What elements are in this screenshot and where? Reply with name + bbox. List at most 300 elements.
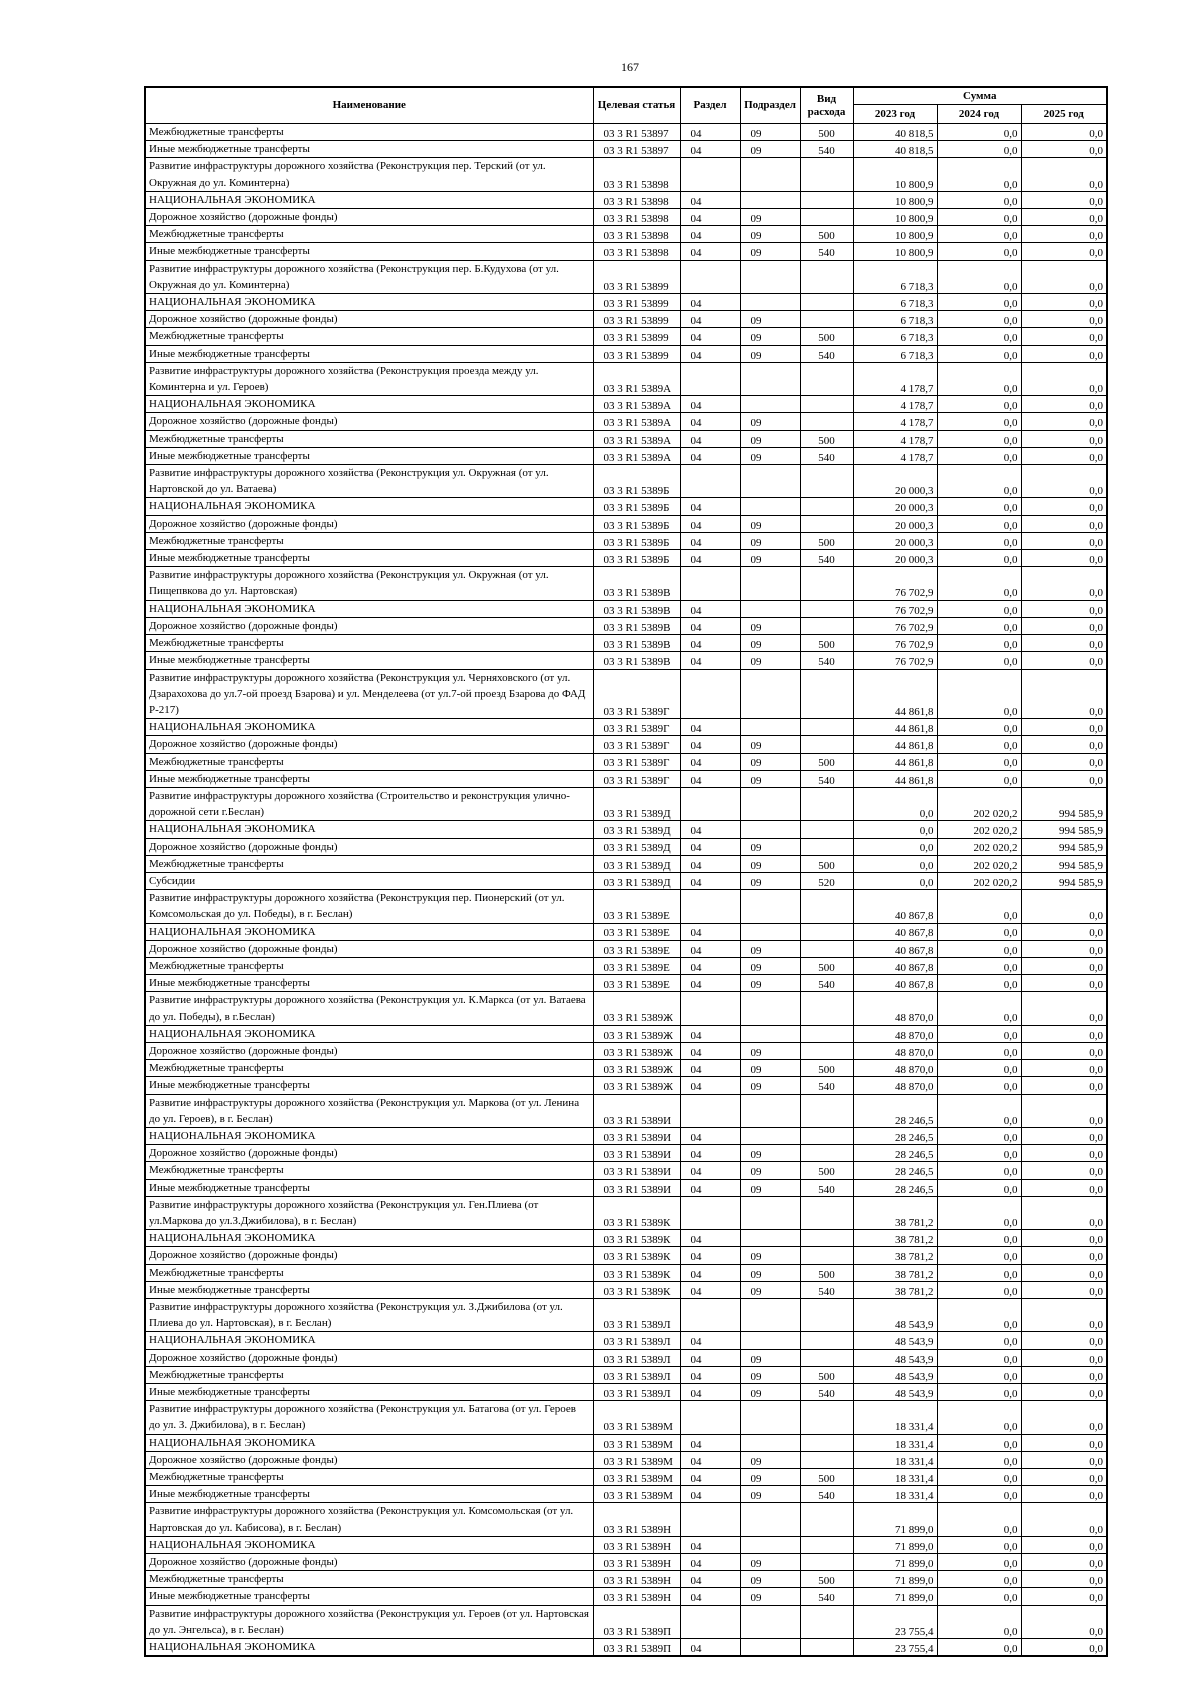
cell-article: 03 3 R1 5389Л [593,1366,680,1383]
cell-subsection: 09 [740,1554,800,1571]
cell-section: 04 [680,1077,740,1094]
cell-article: 03 3 R1 5389И [593,1127,680,1144]
cell-article: 03 3 R1 5389М [593,1486,680,1503]
cell-subsection: 09 [740,1451,800,1468]
cell-section: 04 [680,1247,740,1264]
cell-2023: 18 331,4 [853,1486,937,1503]
cell-name: НАЦИОНАЛЬНАЯ ЭКОНОМИКА [145,600,593,617]
cell-2024: 0,0 [937,975,1021,992]
cell-subsection: 09 [740,515,800,532]
cell-subsection [740,191,800,208]
cell-expense-type [800,940,853,957]
cell-expense-type [800,1299,853,1332]
cell-expense-type [800,1332,853,1349]
cell-subsection: 09 [740,1469,800,1486]
cell-2023: 20 000,3 [853,532,937,549]
cell-2025: 0,0 [1021,1384,1107,1401]
cell-name: НАЦИОНАЛЬНАЯ ЭКОНОМИКА [145,396,593,413]
cell-subsection: 09 [740,1349,800,1366]
cell-2023: 18 331,4 [853,1469,937,1486]
cell-2024: 0,0 [937,1094,1021,1127]
cell-subsection: 09 [740,226,800,243]
cell-expense-type [800,600,853,617]
cell-article: 03 3 R1 5389Е [593,957,680,974]
cell-name: Развитие инфраструктуры дорожного хозяйства (Реконструкция пер. Терский (от ул. Окружная до ул. Коминтерна) [145,158,593,191]
cell-2025: 0,0 [1021,1025,1107,1042]
cell-expense-type [800,1536,853,1553]
cell-2024: 0,0 [937,396,1021,413]
table-row [145,1434,1107,1451]
table-row [145,1571,1107,1588]
cell-subsection: 09 [740,872,800,889]
cell-2024: 0,0 [937,1060,1021,1077]
cell-2023: 44 861,8 [853,770,937,787]
cell-2025: 0,0 [1021,209,1107,226]
cell-name: Межбюджетные трансферты [145,430,593,447]
cell-expense-type [800,1247,853,1264]
cell-name: Межбюджетные трансферты [145,1264,593,1281]
cell-article: 03 3 R1 5389Л [593,1384,680,1401]
cell-2024: 202 020,2 [937,787,1021,820]
cell-2024: 0,0 [937,770,1021,787]
cell-expense-type [800,1145,853,1162]
cell-2025: 0,0 [1021,1605,1107,1638]
cell-2025: 0,0 [1021,1349,1107,1366]
table-row [145,600,1107,617]
cell-2025: 0,0 [1021,124,1107,141]
cell-article: 03 3 R1 5389Е [593,890,680,923]
cell-article: 03 3 R1 5389А [593,362,680,395]
cell-2024: 0,0 [937,600,1021,617]
table-row [145,141,1107,158]
cell-2023: 40 867,8 [853,957,937,974]
cell-name: Межбюджетные трансферты [145,226,593,243]
cell-subsection [740,669,800,719]
cell-subsection [740,1503,800,1536]
cell-section: 04 [680,957,740,974]
cell-article: 03 3 R1 5389Д [593,821,680,838]
cell-2024: 0,0 [937,1281,1021,1298]
cell-2023: 28 246,5 [853,1179,937,1196]
table-row [145,1281,1107,1298]
cell-subsection: 09 [740,1247,800,1264]
cell-expense-type: 540 [800,141,853,158]
cell-subsection: 09 [740,770,800,787]
cell-2025: 0,0 [1021,635,1107,652]
cell-section: 04 [680,1230,740,1247]
cell-2024: 0,0 [937,1401,1021,1434]
cell-expense-type [800,1196,853,1229]
cell-2023: 0,0 [853,821,937,838]
cell-article: 03 3 R1 5389Ж [593,1025,680,1042]
cell-subsection [740,1401,800,1434]
cell-2025: 0,0 [1021,567,1107,600]
cell-expense-type [800,498,853,515]
cell-2024: 0,0 [937,617,1021,634]
table-row [145,872,1107,889]
table-row [145,1060,1107,1077]
cell-2025: 0,0 [1021,770,1107,787]
cell-expense-type: 500 [800,1366,853,1383]
cell-article: 03 3 R1 5389М [593,1401,680,1434]
cell-2023: 6 718,3 [853,328,937,345]
cell-name: Межбюджетные трансферты [145,1060,593,1077]
cell-section: 04 [680,430,740,447]
cell-2024: 0,0 [937,532,1021,549]
cell-article: 03 3 R1 5389И [593,1162,680,1179]
cell-2023: 10 800,9 [853,243,937,260]
cell-name: Межбюджетные трансферты [145,124,593,141]
cell-2025: 0,0 [1021,975,1107,992]
cell-2023: 76 702,9 [853,617,937,634]
cell-section: 04 [680,1639,740,1657]
cell-subsection [740,1536,800,1553]
cell-2025: 0,0 [1021,1554,1107,1571]
cell-2024: 0,0 [937,736,1021,753]
cell-2025: 0,0 [1021,260,1107,293]
cell-section: 04 [680,550,740,567]
cell-expense-type: 500 [800,1060,853,1077]
table-row [145,940,1107,957]
header-expense-type: Вид расхода [800,87,853,124]
cell-article: 03 3 R1 5389М [593,1451,680,1468]
cell-section: 04 [680,652,740,669]
cell-name: НАЦИОНАЛЬНАЯ ЭКОНОМИКА [145,498,593,515]
cell-subsection: 09 [740,209,800,226]
cell-article: 03 3 R1 53899 [593,260,680,293]
cell-article: 03 3 R1 5389П [593,1605,680,1638]
cell-section: 04 [680,753,740,770]
cell-2023: 18 331,4 [853,1401,937,1434]
cell-name: Развитие инфраструктуры дорожного хозяйства (Реконструкция пер. Б.Кудухова (от ул. Окружная до ул. Коминтерна) [145,260,593,293]
cell-2024: 0,0 [937,1247,1021,1264]
cell-name: Дорожное хозяйство (дорожные фонды) [145,413,593,430]
cell-section: 04 [680,1264,740,1281]
cell-2025: 0,0 [1021,940,1107,957]
cell-2025: 0,0 [1021,1469,1107,1486]
cell-2023: 48 543,9 [853,1384,937,1401]
cell-subsection: 09 [740,1281,800,1298]
cell-name: Иные межбюджетные трансферты [145,1588,593,1605]
cell-name: Развитие инфраструктуры дорожного хозяйства (Реконструкция ул. Ген.Плиева (от ул.Маркова до ул.З.Джибилова), в г. Беслан) [145,1196,593,1229]
cell-section [680,1299,740,1332]
cell-article: 03 3 R1 53897 [593,124,680,141]
cell-article: 03 3 R1 53899 [593,345,680,362]
cell-expense-type: 500 [800,855,853,872]
cell-article: 03 3 R1 5389М [593,1469,680,1486]
cell-name: НАЦИОНАЛЬНАЯ ЭКОНОМИКА [145,1230,593,1247]
cell-2024: 0,0 [937,1434,1021,1451]
table-row [145,1196,1107,1229]
cell-section [680,1094,740,1127]
cell-expense-type: 540 [800,770,853,787]
cell-section: 04 [680,243,740,260]
cell-2025: 0,0 [1021,1571,1107,1588]
header-section: Раздел [680,87,740,124]
cell-subsection [740,294,800,311]
cell-2025: 0,0 [1021,600,1107,617]
cell-article: 03 3 R1 5389К [593,1281,680,1298]
cell-2024: 0,0 [937,890,1021,923]
cell-2024: 0,0 [937,550,1021,567]
cell-expense-type: 500 [800,226,853,243]
cell-2025: 0,0 [1021,328,1107,345]
cell-section: 04 [680,1025,740,1042]
cell-expense-type: 500 [800,957,853,974]
cell-2023: 48 543,9 [853,1349,937,1366]
cell-section [680,992,740,1025]
cell-2025: 0,0 [1021,617,1107,634]
cell-expense-type [800,923,853,940]
cell-2024: 0,0 [937,1196,1021,1229]
cell-section: 04 [680,515,740,532]
table-row [145,1384,1107,1401]
cell-article: 03 3 R1 5389Л [593,1332,680,1349]
table-row [145,652,1107,669]
cell-2025: 0,0 [1021,1230,1107,1247]
table-row [145,719,1107,736]
cell-subsection [740,1127,800,1144]
cell-subsection: 09 [740,413,800,430]
cell-expense-type [800,1042,853,1059]
cell-2024: 0,0 [937,311,1021,328]
table-row [145,1077,1107,1094]
cell-section: 04 [680,1162,740,1179]
header-name: Наименование [145,87,593,124]
cell-name: Иные межбюджетные трансферты [145,345,593,362]
cell-2023: 28 246,5 [853,1162,937,1179]
cell-2023: 4 178,7 [853,413,937,430]
cell-subsection: 09 [740,532,800,549]
cell-expense-type [800,669,853,719]
table-row [145,635,1107,652]
cell-article: 03 3 R1 5389А [593,396,680,413]
cell-2023: 23 755,4 [853,1605,937,1638]
cell-2024: 0,0 [937,1264,1021,1281]
cell-2025: 0,0 [1021,447,1107,464]
cell-article: 03 3 R1 5389Г [593,669,680,719]
cell-article: 03 3 R1 5389В [593,617,680,634]
cell-2024: 0,0 [937,1384,1021,1401]
table-row [145,413,1107,430]
cell-article: 03 3 R1 5389Е [593,940,680,957]
cell-article: 03 3 R1 53898 [593,209,680,226]
cell-expense-type [800,617,853,634]
cell-section: 04 [680,1469,740,1486]
cell-name: НАЦИОНАЛЬНАЯ ЭКОНОМИКА [145,294,593,311]
cell-2023: 6 718,3 [853,294,937,311]
cell-2025: 0,0 [1021,1536,1107,1553]
cell-expense-type: 540 [800,243,853,260]
cell-name: НАЦИОНАЛЬНАЯ ЭКОНОМИКА [145,821,593,838]
cell-subsection: 09 [740,447,800,464]
cell-article: 03 3 R1 53899 [593,294,680,311]
cell-name: Иные межбюджетные трансферты [145,975,593,992]
cell-2023: 0,0 [853,872,937,889]
cell-article: 03 3 R1 5389И [593,1179,680,1196]
cell-subsection: 09 [740,1145,800,1162]
cell-name: Развитие инфраструктуры дорожного хозяйства (Реконструкция ул. Героев (от ул. Нартовская до ул. Энгельса), в г. Беслан) [145,1605,593,1638]
table-row [145,770,1107,787]
cell-name: Иные межбюджетные трансферты [145,1179,593,1196]
cell-article: 03 3 R1 5389А [593,447,680,464]
cell-section: 04 [680,872,740,889]
cell-2023: 4 178,7 [853,396,937,413]
cell-section: 04 [680,975,740,992]
cell-2023: 4 178,7 [853,447,937,464]
cell-section: 04 [680,328,740,345]
cell-section: 04 [680,770,740,787]
cell-section [680,669,740,719]
cell-subsection: 09 [740,1162,800,1179]
cell-section: 04 [680,1366,740,1383]
header-article: Целевая статья [593,87,680,124]
header-subsection: Подраздел [740,87,800,124]
cell-2023: 0,0 [853,787,937,820]
cell-article: 03 3 R1 5389Г [593,753,680,770]
cell-section: 04 [680,124,740,141]
cell-expense-type [800,1451,853,1468]
cell-2024: 0,0 [937,226,1021,243]
cell-2024: 0,0 [937,1366,1021,1383]
table-row [145,311,1107,328]
cell-expense-type: 540 [800,1384,853,1401]
cell-name: Иные межбюджетные трансферты [145,243,593,260]
cell-2023: 48 870,0 [853,1060,937,1077]
cell-article: 03 3 R1 5389Е [593,975,680,992]
cell-2024: 0,0 [937,1042,1021,1059]
cell-2025: 0,0 [1021,226,1107,243]
cell-2025: 0,0 [1021,1264,1107,1281]
table-row [145,260,1107,293]
cell-2024: 0,0 [937,1588,1021,1605]
cell-2024: 0,0 [937,1332,1021,1349]
cell-2024: 0,0 [937,1571,1021,1588]
cell-2023: 18 331,4 [853,1434,937,1451]
cell-article: 03 3 R1 53899 [593,328,680,345]
cell-2025: 0,0 [1021,1434,1107,1451]
cell-2023: 20 000,3 [853,498,937,515]
cell-2023: 44 861,8 [853,719,937,736]
cell-article: 03 3 R1 5389Ж [593,992,680,1025]
table-row [145,855,1107,872]
cell-expense-type [800,158,853,191]
cell-2024: 0,0 [937,498,1021,515]
cell-subsection [740,719,800,736]
cell-2025: 0,0 [1021,430,1107,447]
table-row [145,567,1107,600]
cell-2023: 71 899,0 [853,1571,937,1588]
table-row [145,1349,1107,1366]
table-row [145,975,1107,992]
cell-name: НАЦИОНАЛЬНАЯ ЭКОНОМИКА [145,719,593,736]
cell-expense-type: 540 [800,1281,853,1298]
cell-2024: 0,0 [937,1179,1021,1196]
cell-2025: 0,0 [1021,1401,1107,1434]
cell-2023: 48 870,0 [853,1025,937,1042]
cell-subsection [740,787,800,820]
cell-2023: 6 718,3 [853,311,937,328]
cell-section: 04 [680,1145,740,1162]
cell-2024: 202 020,2 [937,838,1021,855]
cell-name: НАЦИОНАЛЬНАЯ ЭКОНОМИКА [145,1536,593,1553]
cell-2023: 38 781,2 [853,1230,937,1247]
cell-2025: 0,0 [1021,158,1107,191]
cell-section: 04 [680,396,740,413]
cell-expense-type: 540 [800,447,853,464]
cell-2025: 0,0 [1021,1366,1107,1383]
table-row [145,1451,1107,1468]
table-row [145,787,1107,820]
cell-section [680,567,740,600]
cell-expense-type [800,191,853,208]
cell-2024: 0,0 [937,1605,1021,1638]
cell-2024: 202 020,2 [937,855,1021,872]
cell-name: Дорожное хозяйство (дорожные фонды) [145,209,593,226]
cell-2024: 0,0 [937,1536,1021,1553]
table-row [145,515,1107,532]
table-row [145,1366,1107,1383]
cell-name: Дорожное хозяйство (дорожные фонды) [145,1451,593,1468]
cell-expense-type [800,294,853,311]
cell-2024: 0,0 [937,1349,1021,1366]
cell-subsection [740,1639,800,1657]
cell-2023: 4 178,7 [853,362,937,395]
cell-subsection: 09 [740,1588,800,1605]
cell-subsection [740,1605,800,1638]
cell-name: Развитие инфраструктуры дорожного хозяйства (Реконструкция проезда между ул. Коминтерна и ул. Героев) [145,362,593,395]
cell-name: Дорожное хозяйство (дорожные фонды) [145,1554,593,1571]
cell-article: 03 3 R1 5389Г [593,719,680,736]
cell-article: 03 3 R1 5389Б [593,550,680,567]
table-row [145,430,1107,447]
cell-2023: 10 800,9 [853,226,937,243]
cell-article: 03 3 R1 53898 [593,243,680,260]
cell-expense-type: 500 [800,430,853,447]
table-row [145,465,1107,498]
cell-2024: 0,0 [937,1554,1021,1571]
cell-expense-type [800,209,853,226]
cell-section: 04 [680,940,740,957]
table-row [145,1264,1107,1281]
table-row [145,1503,1107,1536]
cell-section: 04 [680,294,740,311]
cell-2024: 0,0 [937,652,1021,669]
cell-section: 04 [680,1281,740,1298]
cell-subsection [740,465,800,498]
cell-2025: 994 585,9 [1021,787,1107,820]
cell-2025: 994 585,9 [1021,855,1107,872]
table-row [145,1639,1107,1657]
cell-2025: 0,0 [1021,396,1107,413]
cell-2024: 0,0 [937,209,1021,226]
cell-subsection [740,890,800,923]
table-row [145,550,1107,567]
header-2023: 2023 год [853,105,937,124]
cell-expense-type [800,992,853,1025]
cell-expense-type [800,465,853,498]
cell-2025: 0,0 [1021,1162,1107,1179]
cell-subsection [740,498,800,515]
table-row [145,1247,1107,1264]
cell-name: НАЦИОНАЛЬНАЯ ЭКОНОМИКА [145,1332,593,1349]
cell-article: 03 3 R1 5389Ж [593,1077,680,1094]
cell-name: Иные межбюджетные трансферты [145,770,593,787]
cell-article: 03 3 R1 5389Е [593,923,680,940]
cell-2023: 48 870,0 [853,992,937,1025]
cell-name: Развитие инфраструктуры дорожного хозяйства (Реконструкция пер. Пионерский (от ул. Комсомольская до ул. Победы), в г. Беслан) [145,890,593,923]
cell-name: Межбюджетные трансферты [145,753,593,770]
